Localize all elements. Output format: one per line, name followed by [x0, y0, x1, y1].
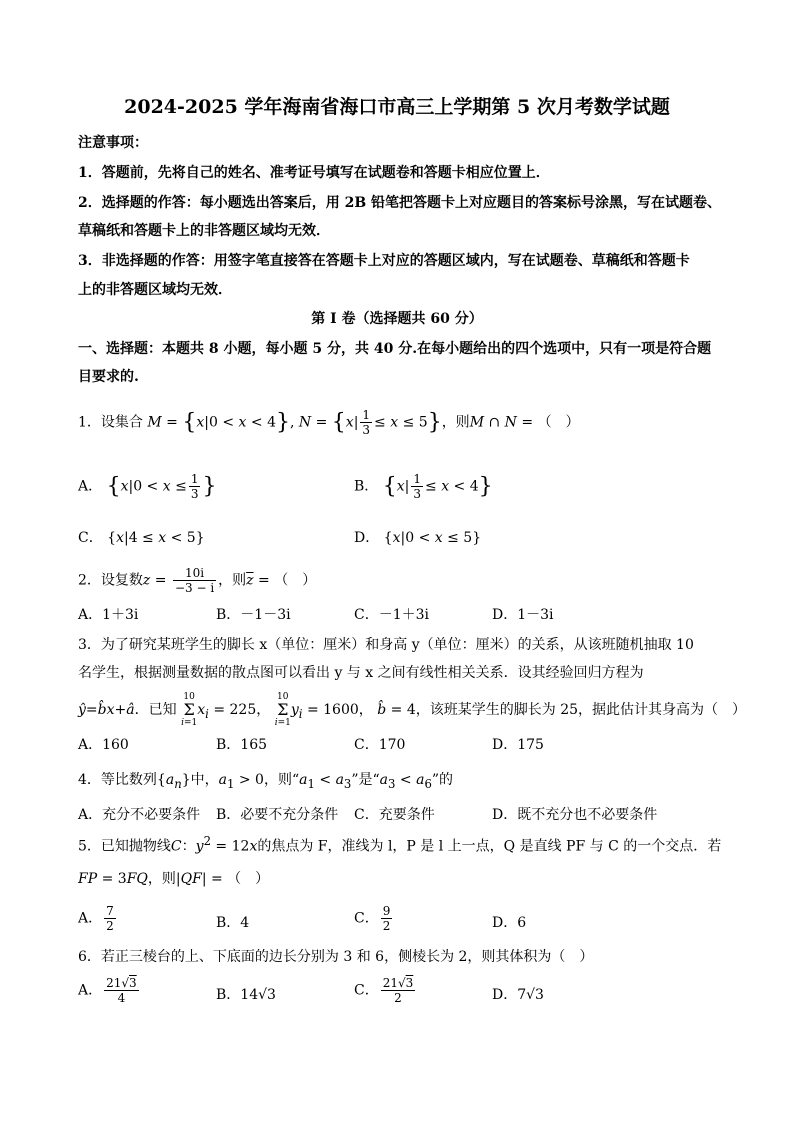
question-4-option-c: C．充要条件: [354, 807, 435, 823]
question-6-option-b: B．14√3: [216, 987, 276, 1003]
question-3-option-a: A．160: [78, 737, 129, 753]
question-5-option-d: D．6: [492, 915, 527, 931]
section-heading: 第 I 卷（选择题共 60 分）: [311, 311, 483, 327]
question-6: 6．若正三棱台的上、下底面的边长分别为 3 和 6，侧棱长为 2，则其体积为（ ）: [78, 949, 594, 965]
question-5-option-c: C． $\frac{9}{2}$: [354, 904, 391, 933]
question-5-line-2: FP = 3FQ，则|QF| = （ ）: [78, 871, 270, 887]
question-2-option-d: D．1－3i: [492, 607, 554, 623]
notice-heading: 注意事项：: [78, 135, 148, 151]
notice-line-3: 草稿纸和答题卡上的非答题区域均无效．: [78, 223, 330, 239]
part-heading-line-2: 目要求的.: [78, 369, 139, 385]
question-6-option-a: A． $\frac{21√3}{4}$: [78, 976, 137, 1005]
notice-line-4: 3．非选择题的作答：用签字笔直接答在答题卡上对应的答题区域内，写在试题卷、草稿纸和答题卡: [78, 253, 690, 269]
question-6-option-d: D．7√3: [492, 987, 544, 1003]
question-2-option-a: A．1＋3i: [78, 607, 139, 623]
question-4: 4．等比数列$\{a_n\}$中，$a_1 > 0$，则“$a_1 < a_3$”是“$a_3 < a_6$”的: [78, 772, 454, 791]
question-2-option-c: C．－1＋3i: [354, 607, 430, 623]
question-5-line-1: 5．已知抛物线C：$y^2 = 12x$的焦点为 F，准线为 l，P 是 l 上一点，Q 是直线 PF 与 C 的一个交点．若: [78, 834, 722, 855]
question-3-line-1: 3．为了研究某班学生的脚长 x（单位：厘米）和身高 y（单位：厘米）的关系，从该班随机抽取 10: [78, 637, 694, 653]
question-1-option-a: A． {x|0 < x ≤ $\frac{1}{3}$ }: [78, 472, 217, 501]
question-2-option-b: B．－1－3i: [216, 607, 291, 623]
question-4-option-b: B．必要不充分条件: [216, 807, 339, 823]
document-title: 2024-2025 学年海南省海口市高三上学期第 5 次月考数学试题: [124, 96, 670, 118]
question-1: 1．设集合 M = {x|0 < x < 4}, N = {x| $\frac{1}{3}$ ≤ x ≤ 5}，则M ∩ N = （ ）: [78, 408, 580, 437]
question-4-option-d: D．既不充分也不必要条件: [492, 807, 658, 823]
question-3-line-3: ŷ=b̂x+â．已知 10 Σ $i=1x_i = 225$， 10 Σ $i=1y_i = 1600$， b̂ = 4，该班某学生的脚长为 25，据此估计其身高为（ ）: [78, 692, 747, 728]
question-2: 2．设复数z = $\frac{10i}{-3 - i}$ ，则$\overline{z}$ = （ ）: [78, 566, 317, 595]
question-1-option-d: D． {x|0 < x ≤ 5}: [354, 530, 482, 546]
question-5-option-b: B．4: [216, 915, 250, 931]
question-5-option-a: A． $\frac{7}{2}$: [78, 904, 114, 933]
notice-line-2: 2．选择题的作答：每小题选出答案后，用 2B 铅笔把答题卡上对应题目的答案标号涂黑，写在试题卷、: [78, 195, 722, 211]
part-heading-line-1: 一、选择题：本题共 8 小题，每小题 5 分，共 40 分.在每小题给出的四个选项中，只有一项是符合题: [78, 341, 712, 357]
question-1-option-c: C． {x|4 ≤ x < 5}: [78, 530, 205, 546]
question-1-option-b: B． {x| $\frac{1}{3}$ ≤ x < 4}: [354, 472, 493, 501]
notice-line-5: 上的非答题区域均无效．: [78, 282, 232, 298]
question-3-option-b: B．165: [216, 737, 268, 753]
question-3-option-d: D．175: [492, 737, 544, 753]
question-3-option-c: C．170: [354, 737, 406, 753]
notice-line-1: 1．答题前，先将自己的姓名、准考证号填写在试题卷和答题卡相应位置上．: [78, 165, 550, 181]
question-6-option-c: C． $\frac{21√3}{2}$: [354, 976, 414, 1005]
question-3-line-2: 名学生，根据测量数据的散点图可以看出 y 与 x 之间有线性相关关系．设其经验回归方程为: [78, 665, 644, 681]
question-4-option-a: A．充分不必要条件: [78, 807, 201, 823]
